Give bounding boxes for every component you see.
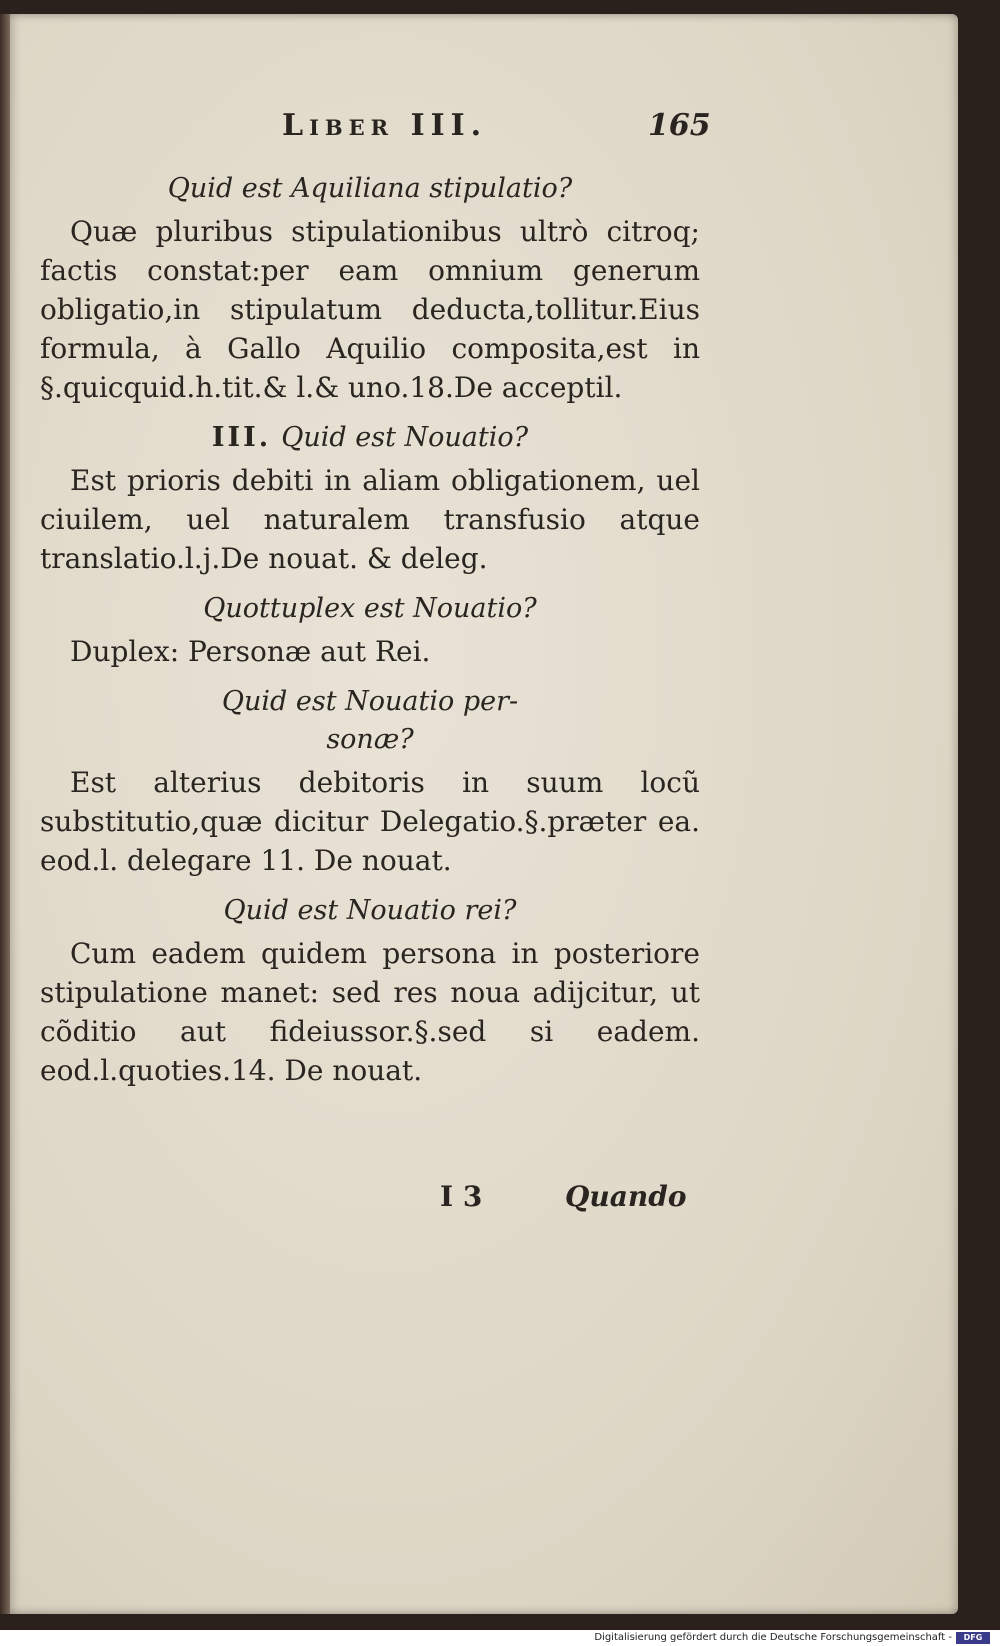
answer-nouatio-text: Est prioris debiti in aliam obligationem, uel ciuilem, uel naturalem transfusio atque translatio.l.j.De nouat. & deleg. (40, 464, 700, 575)
answer-aquiliana (40, 212, 700, 407)
answer-rei (40, 934, 700, 1090)
answer-personae (40, 763, 700, 880)
answer-personae-text: Est alterius debitoris in suum locũ substitutio,quæ dicitur Delegatio.§.præter ea. eod.l. delegare 11. De nouat. (40, 766, 700, 877)
question-personae-line2: sonæ? (326, 724, 414, 755)
book-gutter (0, 14, 10, 1614)
question-nouatio (40, 419, 700, 457)
question-nouatio-text: Quid est Nouatio? (281, 422, 529, 453)
signature-mark: I 3 (440, 1180, 483, 1213)
answer-quottuplex (40, 632, 700, 671)
running-title: Liber III. (282, 108, 488, 143)
credit-text: Digitalisierung gefördert durch die Deutsche Forschungsgemeinschaft - (594, 1632, 952, 1643)
answer-rei-text: Cum eadem quidem persona in posteriore stipulatione manet: sed res noua adijcitur, ut cõditio aut fideiussor.§.sed si eadem. eod.l.quoties.14. De nouat. (40, 937, 700, 1087)
catchword: Quando (565, 1180, 687, 1213)
section-number: III. (211, 422, 272, 453)
page-footer (0, 1180, 1000, 1220)
answer-aquiliana-text: Quæ pluribus stipulationibus ultrò citroq; factis constat:per eam omnium generum obligatio,in stipulatum deducta,tollitur.Eius formula, à Gallo Aquilio composita,est in §.quicquid.h.tit.& l.& uno.18.De acceptil. (40, 215, 700, 404)
question-rei: Quid est Nouatio rei? (223, 895, 517, 926)
answer-nouatio (40, 461, 700, 578)
question-personae (220, 683, 520, 759)
question-aquiliana: Quid est Aquiliana stipulatio? (167, 173, 573, 204)
question-quottuplex: Quottuplex est Nouatio? (203, 593, 537, 624)
dfg-logo-icon: DFG (956, 1632, 990, 1644)
credit-bar (0, 1630, 1000, 1646)
running-head (0, 108, 1000, 148)
answer-quottuplex-text: Duplex: Personæ aut Rei. (70, 635, 431, 668)
question-personae-line1: Quid est Nouatio per- (221, 686, 519, 717)
text-block (40, 170, 700, 1090)
page-number: 165 (648, 108, 711, 143)
